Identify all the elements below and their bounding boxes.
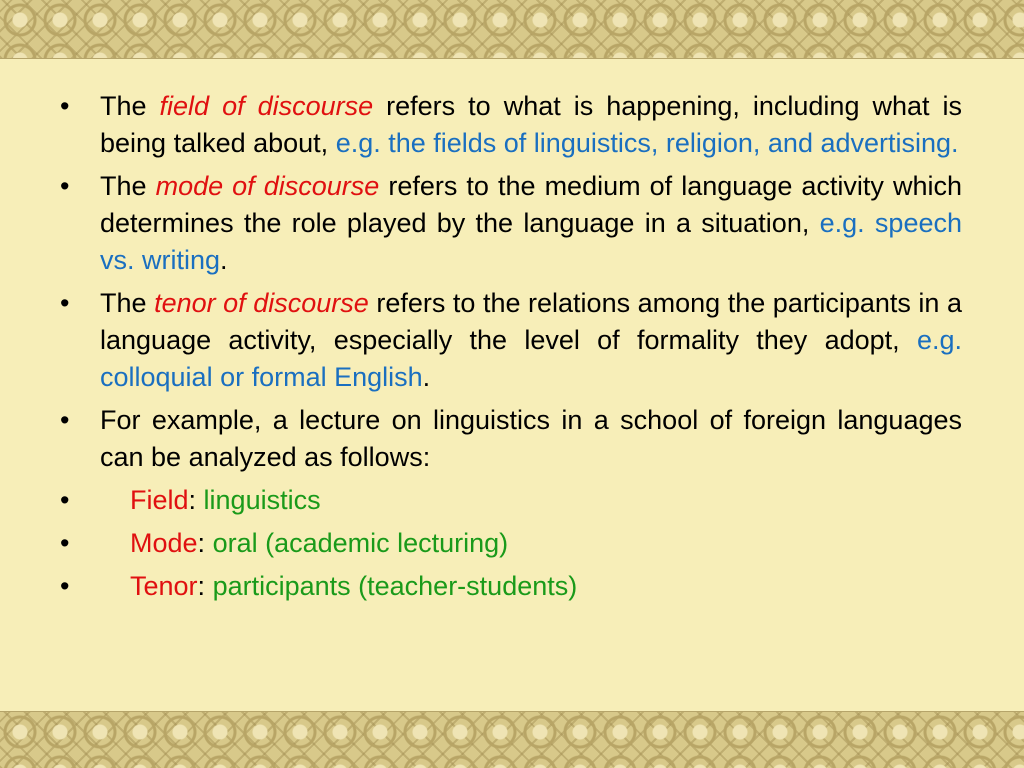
decorative-bottom-border (0, 711, 1024, 768)
bullet-prefix: The (100, 91, 160, 121)
bullet-icon: • (60, 91, 70, 121)
analysis-value: linguistics (203, 485, 321, 515)
analysis-field (58, 482, 962, 519)
bullet-icon: • (60, 405, 70, 435)
analysis-value: participants (teacher-students) (212, 571, 578, 601)
bullet-suffix: . (422, 362, 431, 392)
term-tenor-of-discourse: tenor of discourse (154, 288, 369, 318)
bullet-prefix: The (100, 171, 156, 201)
bullet-icon: • (60, 485, 70, 515)
bullet-definition: refers to what is happening, including what is being talked about, (100, 91, 963, 158)
analysis-label: Mode (130, 528, 198, 558)
analysis-label: Field (130, 485, 189, 515)
bullet-definition: refers to the medium of language activity which determines the role played by the language in a situation, (100, 171, 962, 238)
bullet-definition: refers to the relations among the participants in a language activity, especially the level of formality they adopt, (100, 288, 962, 355)
bullet-example: e.g. the fields of linguistics, religion, and advertising. (335, 128, 959, 158)
analysis-tenor (58, 568, 962, 605)
example-intro-text: For example, a lecture on linguistics in a school of foreign languages can be analyzed as follows: (100, 405, 962, 472)
bullet-field-of-discourse (58, 88, 962, 162)
bullet-mode-of-discourse (58, 168, 962, 279)
analysis-separator: : (188, 485, 204, 515)
bullet-example-intro (58, 402, 962, 476)
bullet-icon: • (60, 288, 70, 318)
analysis-value: oral (academic lecturing) (212, 528, 509, 558)
analysis-label: Tenor (130, 571, 198, 601)
bullet-suffix: . (220, 245, 228, 275)
bullet-prefix: The (100, 288, 155, 318)
analysis-separator: : (197, 528, 213, 558)
decorative-top-border (0, 0, 1024, 59)
term-field-of-discourse: field of discourse (159, 91, 374, 121)
analysis-mode (58, 525, 962, 562)
bullet-icon: • (60, 171, 70, 201)
slide-content (58, 88, 962, 611)
bullet-tenor-of-discourse (58, 285, 962, 396)
term-mode-of-discourse: mode of discourse (155, 171, 380, 201)
bullet-example: e.g. colloquial or formal English (100, 325, 962, 392)
bullet-icon: • (60, 571, 70, 601)
bullet-example: e.g. speech vs. writing (100, 208, 962, 275)
analysis-separator: : (197, 571, 213, 601)
bullet-icon: • (60, 528, 70, 558)
